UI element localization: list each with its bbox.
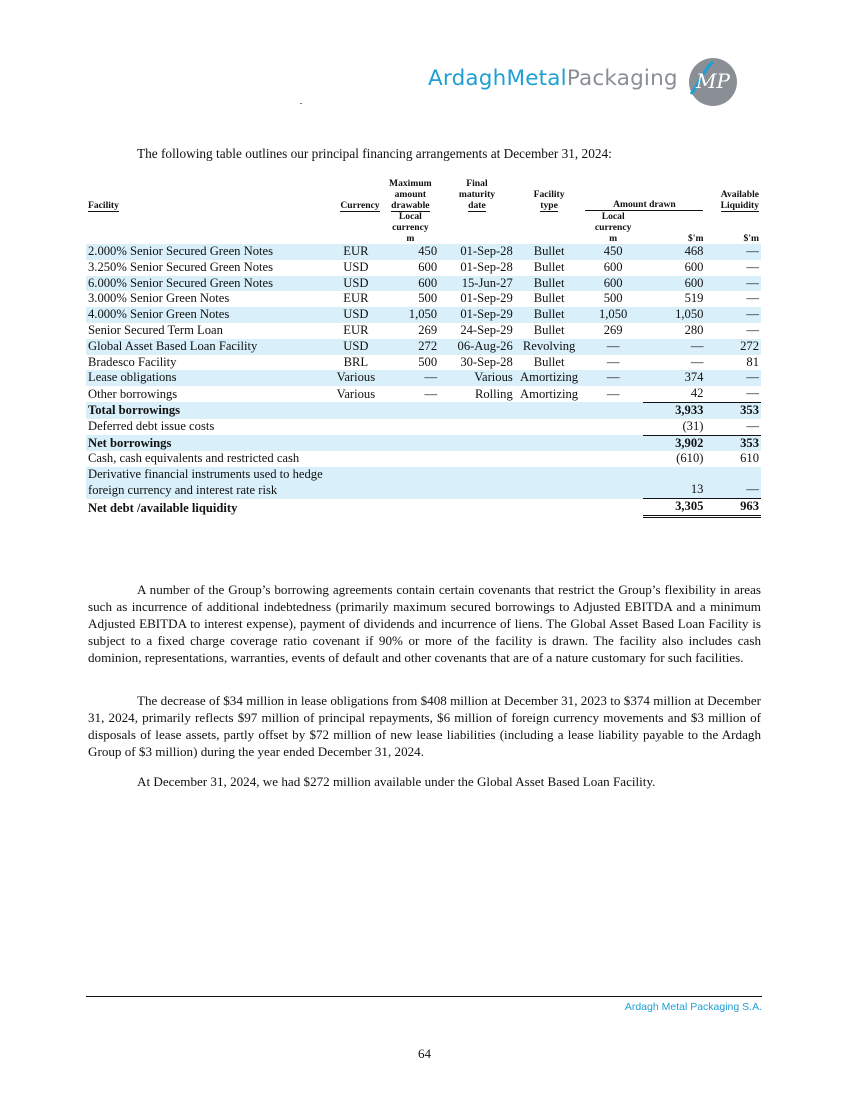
- logo-word-packaging: Packaging: [566, 66, 678, 91]
- cell-currency: USD: [330, 339, 381, 355]
- cell-avail: —: [705, 386, 761, 402]
- cell-maturity: 24-Sep-29: [460, 322, 513, 337]
- cell-max: 269: [418, 322, 438, 337]
- cell-usd: 374: [643, 370, 706, 386]
- cell-usd: 42: [643, 386, 706, 402]
- cell-facility: 6.000% Senior Secured Green Notes: [86, 276, 330, 292]
- table-row: [86, 307, 761, 323]
- cell-type: Bullet: [515, 307, 584, 323]
- decorative-dot: [300, 103, 302, 104]
- cell-maturity: Rolling: [474, 386, 513, 401]
- cell-type: Bullet: [533, 259, 565, 274]
- cell-avail: —: [705, 276, 761, 292]
- cell-type: Bullet: [515, 276, 584, 292]
- logo-word-ardagh: Ardagh: [428, 66, 507, 91]
- header-facility-type: Facility type: [533, 189, 565, 211]
- cell-maturity: 15-Jun-27: [439, 276, 515, 292]
- intro-text: The following table outlines our principal financing arrangements at December 31, 2024:: [137, 146, 612, 161]
- cell-max: 600: [418, 259, 438, 274]
- subheader-usd-m: $'m: [687, 233, 704, 244]
- cell-currency: EUR: [343, 322, 369, 337]
- table-row: [86, 291, 761, 307]
- paragraph-abl-availability: At December 31, 2024, we had $272 million available under the Global Asset Based Loan Facility.: [137, 774, 656, 789]
- cell-avail: —: [705, 307, 761, 323]
- subheader-local-currency-1: Local currency m: [392, 211, 429, 244]
- cell-avail: —: [705, 370, 761, 386]
- cell-max: 500: [418, 291, 438, 306]
- cell-max: —: [424, 386, 438, 401]
- cell-facility: 2.000% Senior Secured Green Notes: [86, 244, 330, 260]
- net-debt-row: Net debt /available liquidity 3,305 963: [88, 499, 759, 515]
- table-row: [86, 339, 761, 355]
- cell-max: 450: [382, 244, 440, 260]
- cell-usd: 280: [684, 322, 704, 337]
- cell-avail: 272: [705, 339, 761, 355]
- cell-currency: EUR: [330, 244, 381, 260]
- header-amount-drawn: Amount drawn: [583, 178, 705, 211]
- cell-facility: Other borrowings: [88, 386, 178, 401]
- cell-local: 1,050: [583, 307, 643, 323]
- financing-table: [86, 178, 761, 518]
- table-row: [86, 244, 761, 260]
- paragraph-lease-obligations: The decrease of $34 million in lease obligations from $408 million at December 31, 2023 to $374 million at December 31, 2024, primarily reflects $97 million of principal repayments, $6 million of foreign currency movements and $3 million of disposals of lease assets, partly offset by $72 million of new lease liabilities (including a lease liability payable to the Ardagh Group of $3 million) during the year ended December 31, 2024.: [88, 693, 761, 759]
- cell-usd: 1,050: [643, 307, 706, 323]
- logo-word-metal: Metal: [506, 66, 567, 91]
- footer-company-name: Ardagh Metal Packaging S.A.: [624, 1001, 762, 1013]
- cell-facility: 3.250% Senior Secured Green Notes: [88, 259, 274, 274]
- cell-local: —: [583, 370, 643, 386]
- cell-type: Amortizing: [515, 370, 584, 386]
- cell-type: Revolving: [515, 339, 584, 355]
- cell-maturity: 01-Sep-29: [460, 291, 513, 306]
- header-max-amount: Maximum amount drawable: [389, 178, 432, 211]
- cell-local: —: [583, 339, 643, 355]
- cell-facility: 4.000% Senior Green Notes: [86, 307, 330, 323]
- cell-local: 450: [583, 244, 643, 260]
- cell-maturity: 06-Aug-26: [439, 339, 515, 355]
- header-final-maturity: Final maturity date: [458, 178, 496, 211]
- cell-max: 500: [418, 354, 438, 369]
- cell-usd: 600: [684, 259, 704, 274]
- table-row: [86, 355, 761, 371]
- company-logo: [428, 54, 750, 108]
- header-available-liquidity: Available Liquidity: [720, 189, 759, 211]
- cash-row: Cash, cash equivalents and restricted cash (610) 610: [88, 451, 759, 466]
- cell-facility: Senior Secured Term Loan: [88, 322, 223, 337]
- cell-currency: USD: [343, 259, 369, 274]
- cell-currency: EUR: [343, 291, 369, 306]
- cell-local: —: [606, 354, 620, 369]
- table-row: [86, 260, 761, 276]
- cell-type: Amortizing: [520, 386, 579, 401]
- cell-facility: 3.000% Senior Green Notes: [88, 291, 230, 306]
- cell-facility: Global Asset Based Loan Facility: [86, 339, 330, 355]
- cell-maturity: 01-Sep-28: [439, 244, 515, 260]
- cell-local: —: [606, 386, 620, 401]
- cell-usd: 600: [643, 276, 706, 292]
- cell-currency: Various: [330, 370, 381, 386]
- table-row: [86, 386, 761, 402]
- cell-avail: —: [705, 244, 761, 260]
- subheader-usd-m-avail: $'m: [743, 233, 759, 244]
- cell-currency: Various: [336, 386, 376, 401]
- table-header-row: [86, 178, 761, 211]
- cell-type: Bullet: [533, 291, 565, 306]
- cell-local: 500: [603, 291, 623, 306]
- cell-currency: USD: [330, 276, 381, 292]
- net-borrowings-row: Net borrowings 3,902 353: [88, 435, 759, 450]
- cell-usd: —: [643, 339, 706, 355]
- table-row: [86, 370, 761, 386]
- deferred-costs-row: Deferred debt issue costs (31) —: [88, 418, 759, 434]
- cell-avail: —: [746, 259, 759, 274]
- cell-usd: 468: [643, 244, 706, 260]
- cell-currency: USD: [330, 307, 381, 323]
- cell-facility: Lease obligations: [86, 370, 330, 386]
- cell-maturity: 01-Sep-29: [439, 307, 515, 323]
- logo-mark-text: MP: [696, 69, 730, 93]
- cell-maturity: Various: [439, 370, 515, 386]
- table-row: [86, 323, 761, 339]
- table-subheader-row: [86, 211, 761, 244]
- cell-usd: —: [690, 354, 704, 369]
- table-row: [86, 276, 761, 292]
- logo-wordmark: [428, 66, 678, 91]
- cell-max: —: [382, 370, 440, 386]
- page-number: 64: [418, 1046, 431, 1061]
- footer-divider: [86, 996, 762, 997]
- cell-type: Bullet: [533, 354, 565, 369]
- header-facility: Facility: [88, 200, 119, 211]
- cell-maturity: 01-Sep-28: [460, 259, 513, 274]
- cell-type: Bullet: [515, 244, 584, 260]
- cell-facility: Bradesco Facility: [88, 354, 177, 369]
- cell-maturity: 30-Sep-28: [460, 354, 513, 369]
- cell-max: 1,050: [382, 307, 440, 323]
- cell-avail: —: [746, 322, 759, 337]
- cell-type: Bullet: [533, 322, 565, 337]
- derivatives-row: Derivative financial instruments used to hedge foreign currency and interest rate risk 13 —: [88, 467, 759, 497]
- header-currency: Currency: [340, 200, 380, 211]
- cell-avail: —: [746, 291, 759, 306]
- cell-local: 600: [603, 259, 623, 274]
- cell-max: 272: [382, 339, 440, 355]
- paragraph-covenants: A number of the Group’s borrowing agreements contain certain covenants that restrict the Group’s flexibility in areas such as incurrence of additional indebtedness (primarily maximum secured borrowings to Adjusted EBITDA and a minimum Adjusted EBITDA to interest expense), payment of dividends and incurrence of liens. The Global Asset Based Loan Facility is subject to a fixed charge coverage ratio covenant if 90% or more of the facility is drawn. The facility also includes cash dominion, representations, warranties, events of default and other covenants that are of a nature customary for such facilities.: [88, 582, 761, 665]
- cell-avail: 81: [746, 354, 759, 369]
- total-borrowings-row: Total borrowings 3,933 353: [88, 402, 759, 417]
- cell-usd: 519: [684, 291, 704, 306]
- subheader-local-currency-2: Local currency m: [594, 211, 632, 244]
- cell-max: 600: [382, 276, 440, 292]
- logo-mp-icon: [685, 54, 739, 108]
- cell-local: 269: [603, 322, 623, 337]
- cell-currency: BRL: [343, 354, 369, 369]
- cell-local: 600: [583, 276, 643, 292]
